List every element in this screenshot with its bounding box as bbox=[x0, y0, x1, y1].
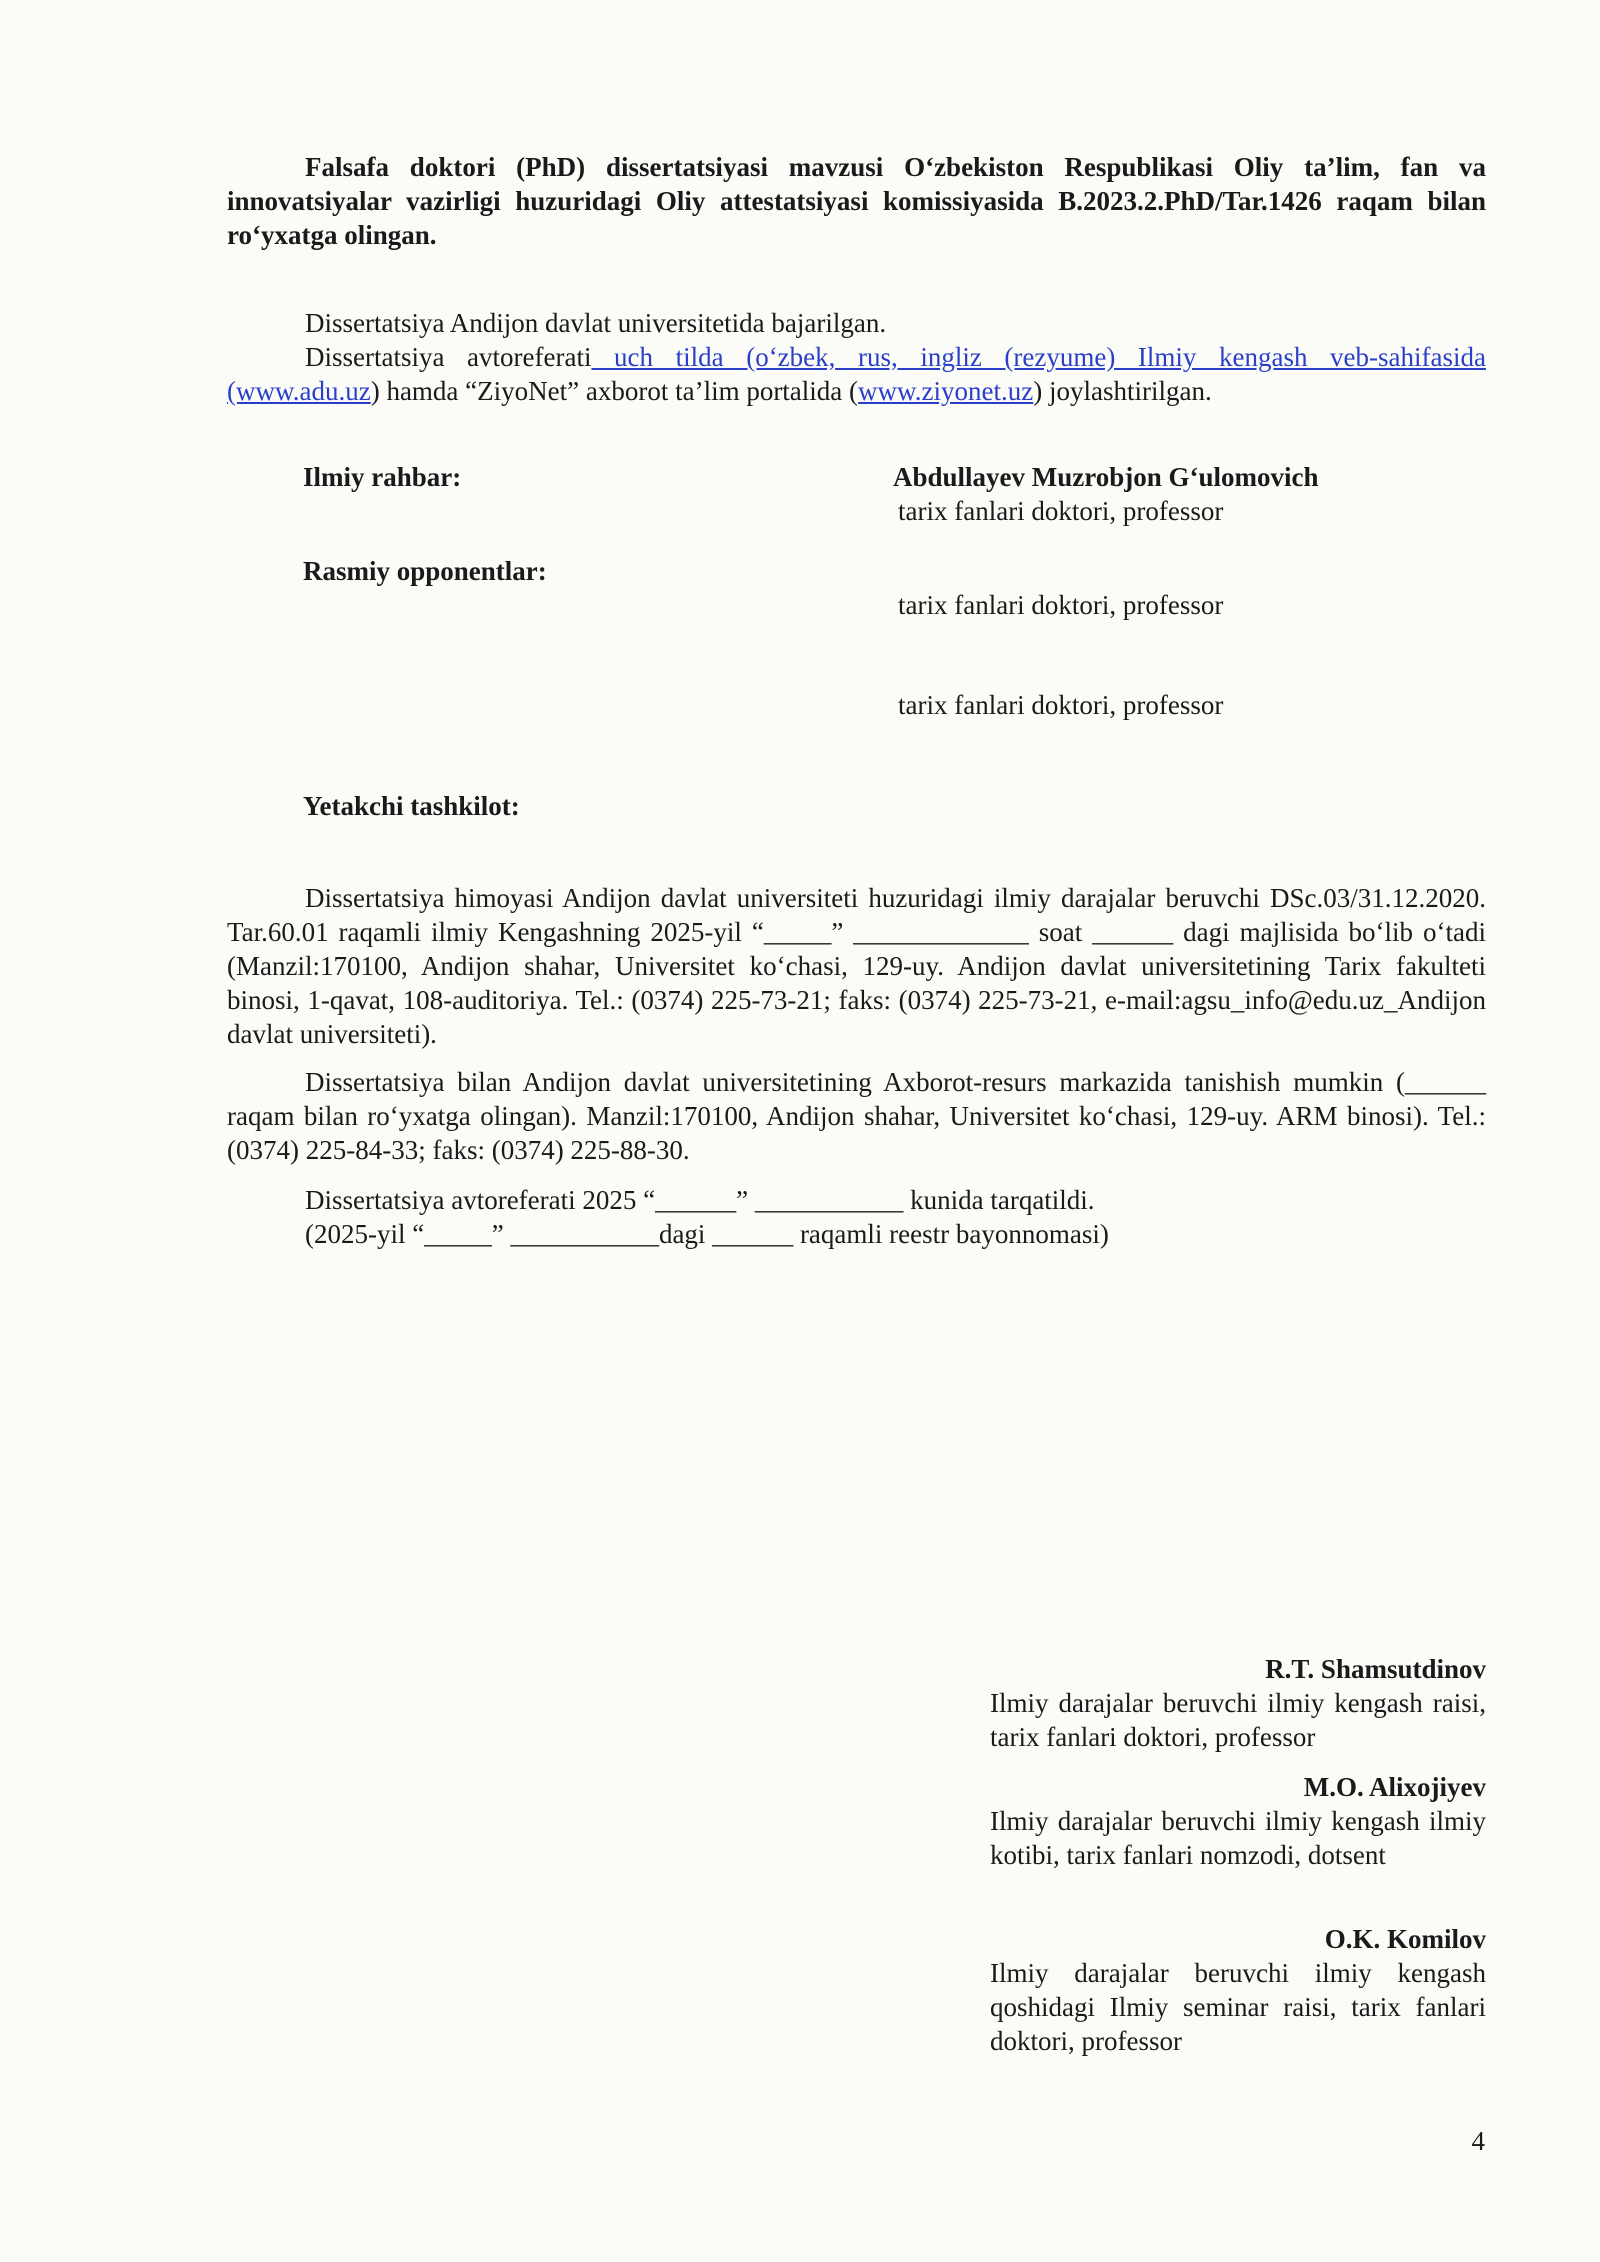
registration-paragraph: Falsafa doktori (PhD) dissertatsiyasi mavzusi O‘zbekiston Respublikasi Oliy ta’lim, fan va innovatsiyalar vazirligi huzuridagi Oliy attestatsiyasi komissiyasida B.2023.2.PhD/Tar.1426 raqam bilan ro‘yxatga olingan. bbox=[227, 152, 1486, 250]
signatory-role: Ilmiy darajalar beruvchi ilmiy kengash ilmiy kotibi, tarix fanlari nomzodi, dotsent bbox=[990, 1806, 1486, 1870]
abstract-prefix: Dissertatsiya avtoreferati bbox=[305, 342, 592, 372]
signature-block bbox=[990, 1652, 1486, 1754]
supervisor-label: Ilmiy rahbar: bbox=[303, 462, 462, 492]
ziyonet-link[interactable]: www.ziyonet.uz bbox=[858, 376, 1034, 406]
signature-block bbox=[990, 1770, 1486, 1872]
supervisor-name: Abdullayev Muzrobjon G‘ulomovich bbox=[893, 462, 1319, 492]
abstract-publication-paragraph bbox=[227, 340, 1486, 408]
signatory-name: M.O. Alixojiyev bbox=[1303, 1772, 1486, 1802]
registry-line: (2025-yil “_____” ___________dagi ______ raqamli reestr bayonnomasi) bbox=[305, 1219, 1109, 1249]
signatory-role: Ilmiy darajalar beruvchi ilmiy kengash qoshidagi Ilmiy seminar raisi, tarix fanlari doktori, professor bbox=[990, 1958, 1486, 2056]
opponents-label: Rasmiy opponentlar: bbox=[303, 556, 547, 586]
abstract-mid-text: ) hamda “ZiyoNet” axborot ta’lim portalida ( bbox=[370, 376, 859, 406]
distribution-line: Dissertatsiya avtoreferati 2025 “______” ___________ kunida tarqatildi. bbox=[305, 1185, 1095, 1215]
defense-paragraph: Dissertatsiya himoyasi Andijon davlat universiteti huzuridagi ilmiy darajalar beruvchi DSc.03/31.12.2020. Tar.60.01 raqamli ilmiy Kengashning 2025-yil “_____” _____________ soat ______ dagi majlisida bo‘lib o‘tadi (Manzil:170100, Andijon shahar, Universitet ko‘chasi, 129-uy. Andijon davlat universitetining Tarix fakulteti binosi, 1-qavat, 108-auditoriya. Tel.: (0374) 225-73-21; faks: (0374) 225-73-21, e-mail:agsu_info@edu.uz_Andijon davlat universiteti). bbox=[227, 883, 1486, 1049]
library-paragraph: Dissertatsiya bilan Andijon davlat universitetining Axborot-resurs markazida tanishish mumkin (______ raqam bilan ro‘yxatga olingan). Manzil:170100, Andijon shahar, Universitet ko‘chasi, 129-uy. ARM binosi). Tel.: (0374) 225-84-33; faks: (0374) 225-88-30. bbox=[227, 1067, 1486, 1165]
signatory-name: O.K. Komilov bbox=[1324, 1924, 1486, 1954]
adu-website-link[interactable]: uch tilda (o‘zbek, rus, ingliz (rezyume) Ilmiy kengash veb-sahifasida (www.adu.uz bbox=[227, 342, 1486, 406]
page-number: 4 bbox=[1471, 2126, 1485, 2156]
signatory-role: Ilmiy darajalar beruvchi ilmiy kengash raisi, tarix fanlari doktori, professor bbox=[990, 1688, 1486, 1752]
lead-organization-label: Yetakchi tashkilot: bbox=[303, 791, 520, 821]
opponent1-title: tarix fanlari doktori, professor bbox=[898, 590, 1224, 620]
opponent2-title: tarix fanlari doktori, professor bbox=[898, 690, 1224, 720]
supervisor-title: tarix fanlari doktori, professor bbox=[898, 496, 1224, 526]
completed-at-text: Dissertatsiya Andijon davlat universitetida bajarilgan. bbox=[305, 308, 887, 338]
signatory-name: R.T. Shamsutdinov bbox=[1265, 1654, 1486, 1684]
abstract-suffix: ) joylashtirilgan. bbox=[1033, 376, 1212, 406]
signature-block bbox=[990, 1922, 1486, 2058]
